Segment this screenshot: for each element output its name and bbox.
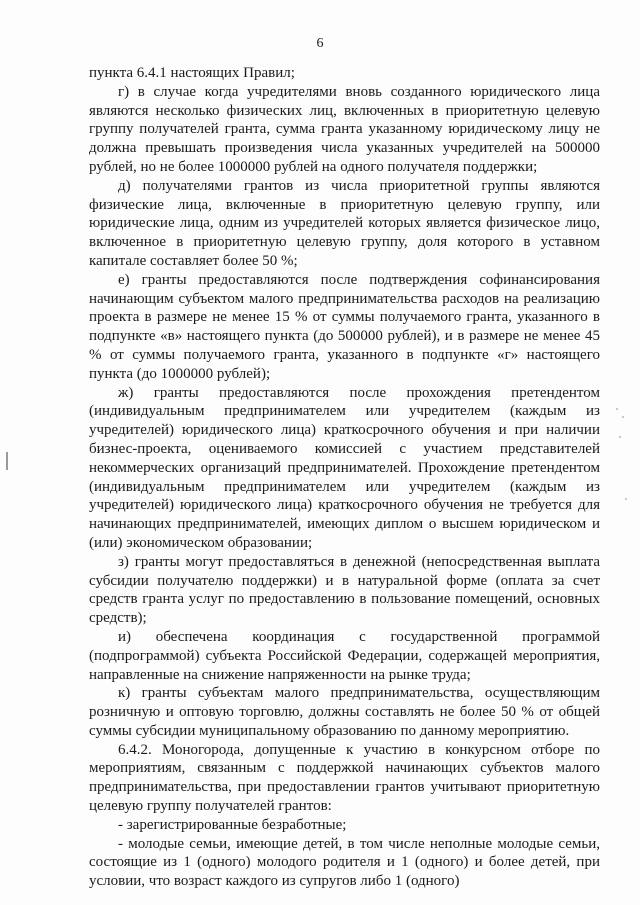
scan-edge-mark xyxy=(6,452,8,470)
paragraph-section-6-4-2: 6.4.2. Моногорода, допущенные к участию в конкурсном отборе по мероприятиям, связанным с поддержкой начинающих субъектов малого предпринимательства, при предоставлении грантов учитывают приоритетную целевую группу получателей грантов: xyxy=(89,741,600,815)
scan-speck xyxy=(619,436,621,438)
list-item-unemployed: - зарегистрированные безработные; xyxy=(118,816,347,833)
paragraph-item-k: к) гранты субъектам малого предпринимательства, осуществляющим розничную и оптовую торговлю, должны составлять не более 50 % от общей суммы субсидии муниципальному образованию по данному мероприятию. xyxy=(89,685,600,739)
paragraph-item-i: и) обеспечена координация с государственной программой (подпрограммой) субъекта Российской Федерации, содержащей мероприятия, направленные на снижение напряженности на рынке труда; xyxy=(89,628,600,683)
paragraph-item-e: е) гранты предоставляются после подтверждения софинансирования начинающим субъектом малого предпринимательства расходов на реализацию проекта в размере не менее 15 % от суммы получаемого гранта, указанного в подпункте «в» настоящего пункта (до 500000 рублей), и в размере не менее 45 % от суммы получаемого гранта, указанного в подпункте «г» настоящего пункта (до 1000000 рублей); xyxy=(89,271,600,382)
paragraph-item-z: з) гранты могут предоставляться в денежной (непосредственная выплата субсидии получателю поддержки) и в натуральной форме (оплата за счет средств гранта услуг по предоставлению в пользование помещений, основных средств); xyxy=(89,553,600,627)
document-body xyxy=(89,64,600,891)
paragraph-continuation: пункта 6.4.1 настоящих Правил; xyxy=(89,65,295,81)
scan-speck xyxy=(616,408,618,410)
scan-speck xyxy=(625,498,627,500)
scan-speck xyxy=(622,416,624,418)
paragraph-item-g: г) в случае когда учредителями вновь созданного юридического лица являются несколько физических лиц, включенных в приоритетную целевую группу получателей гранта, сумма гранта указанному юридическому лицу не должна превышать произведения числа указанных учредителей на 500000 рублей, но не более 1000000 рублей на одного получателя поддержки; xyxy=(89,83,600,175)
page-number: 6 xyxy=(316,36,324,51)
list-item-young-families: - молодые семьи, имеющие детей, в том числе неполные молодые семьи, состоящие из 1 (одного) молодого родителя и 1 (одного) и более детей, при условии, что возраст каждого из супругов либо 1 (одного) xyxy=(89,835,600,890)
paragraph-item-zh: ж) гранты предоставляются после прохождения претендентом (индивидуальным предпринимателем или учредителем (каждым из учредителей) юридического лица) краткосрочного обучения и при наличии бизнес-проекта, оцениваемого комиссией с участием представителей некоммерческих организаций предпринимателей. Прохождение претендентом (индивидуальным предпринимателем или учредителем (каждым из учредителей) юридического лица) краткосрочного обучения не требуется для начинающих предпринимателей, имеющих диплом о высшем юридическом и (или) экономическом образовании; xyxy=(89,384,600,551)
paragraph-item-d: д) получателями грантов из числа приоритетной группы являются физические лица, включенные в приоритетную целевую группу, или юридические лица, одним из учредителей которых является физическое лицо, включенное в приоритетную целевую группу, доля которого в уставном капитале составляет более 50 %; xyxy=(89,177,600,269)
